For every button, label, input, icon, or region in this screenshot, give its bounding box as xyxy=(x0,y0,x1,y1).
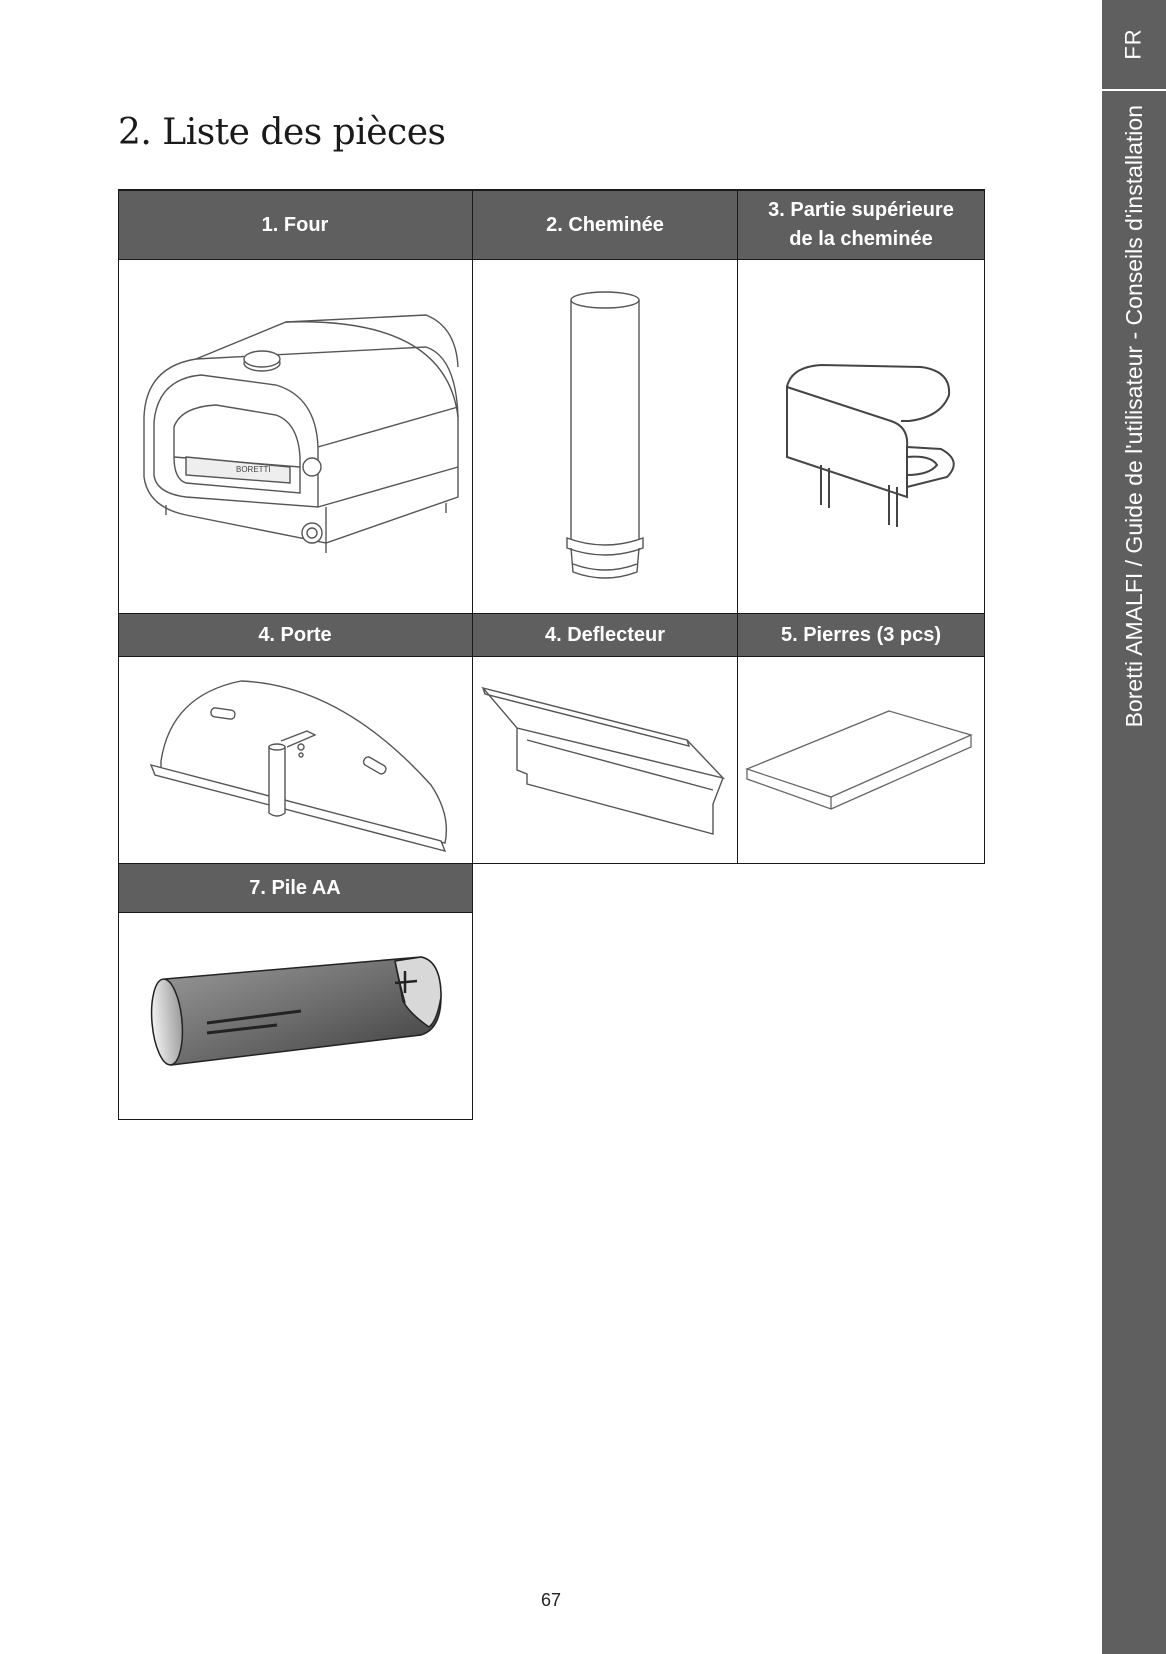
language-label: FR xyxy=(1120,28,1146,60)
header-pierres: 5. Pierres (3 pcs) xyxy=(738,614,984,656)
header-partie-superieure: 3. Partie supérieure de la cheminée xyxy=(738,190,984,260)
language-tab xyxy=(1102,0,1166,88)
deflector-image xyxy=(473,657,737,863)
header-deflecteur: 4. Deflecteur xyxy=(473,614,737,656)
page-number: 67 xyxy=(540,1590,562,1610)
brand-logo-text: BORETTI xyxy=(235,464,271,474)
table-border xyxy=(984,189,985,864)
table-border xyxy=(118,863,985,864)
sidebar-title-text: Boretti AMALFI / Guide de l'utilisateur - Conseils d'installation xyxy=(1120,105,1147,728)
chimney-top-image xyxy=(738,260,984,613)
header-porte: 4. Porte xyxy=(118,614,472,656)
header-cheminee: 2. Cheminée xyxy=(473,190,737,260)
oven-image xyxy=(119,260,472,613)
page-title: 2. Liste des pièces xyxy=(118,112,446,153)
sidebar-tab xyxy=(1102,0,1166,1654)
door-image xyxy=(119,657,472,863)
header-pile: 7. Pile AA xyxy=(118,864,472,912)
table-border xyxy=(118,613,985,614)
table-border xyxy=(118,1119,473,1120)
battery-image xyxy=(119,913,472,1119)
header-four: 1. Four xyxy=(118,190,472,260)
chimney-image xyxy=(473,260,737,613)
sidebar-divider xyxy=(1102,89,1166,91)
table-border xyxy=(118,189,985,191)
stone-image xyxy=(738,657,984,863)
